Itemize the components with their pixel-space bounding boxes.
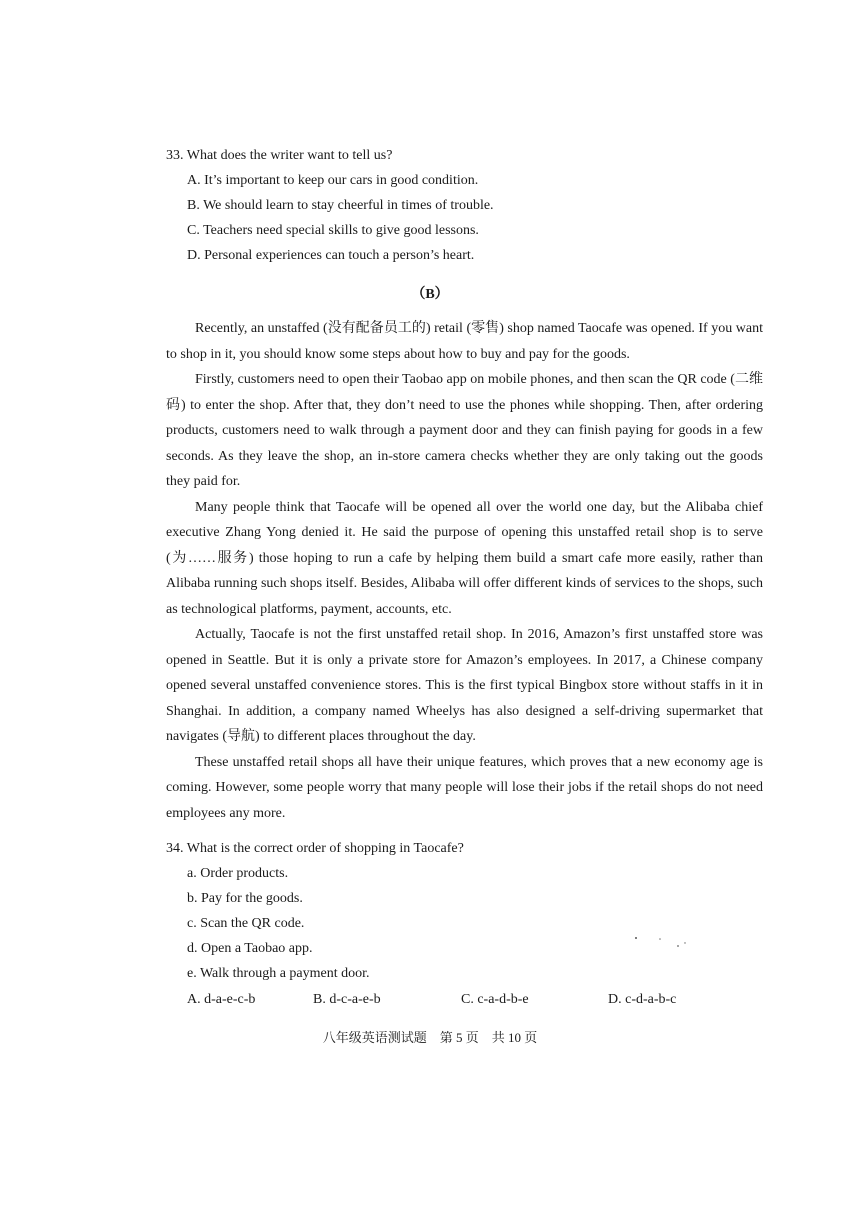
passage-paragraph-2: Firstly, customers need to open their Taobao app on mobile phones, and then scan the QR code (二维码) to enter the shop. After that, they don’t need to use the phones while shopping. Then, after ordering products, customers need to walk through a payment door and they can finish paying for goods in a few seconds. As they leave the shop, an in-store camera checks whether they are only taking out the goods they paid for.: [166, 372, 763, 489]
question-33-option-a: A. It’s important to keep our cars in good condition.: [187, 173, 479, 188]
question-34-item-e: e. Walk through a payment door.: [187, 966, 370, 981]
question-33-stem: 33. What does the writer want to tell us?: [166, 148, 393, 163]
question-34-item-b: b. Pay for the goods.: [187, 891, 303, 906]
passage-paragraph-1: Recently, an unstaffed (没有配备员工的) retail (零售) shop named Taocafe was opened. If you want to shop in it, you should know some steps about how to buy and pay for the goods.: [166, 321, 763, 362]
question-34-stem: 34. What is the correct order of shopping in Taocafe?: [166, 841, 464, 856]
section-b-title: （B）: [411, 287, 449, 302]
question-34-item-a: a. Order products.: [187, 866, 289, 881]
passage-paragraph-4: Actually, Taocafe is not the first unstaffed retail shop. In 2016, Amazon’s first unstaffed store was opened in Seattle. But it is only a private store for Amazon’s employees. In 2017, a Chinese company opened several unstaffed convenience stores. This is the first typical Bingbox store without staffs in it in Shanghai. In addition, a company named Wheelys has also designed a self-driving supermarket that navigates (导航) to different places throughout the day.: [166, 627, 763, 744]
scan-speck-marks: [630, 930, 690, 950]
question-34-item-d: d. Open a Taobao app.: [187, 941, 313, 956]
question-33: [166, 143, 764, 268]
question-34-choice-d: D. c-d-a-b-c: [608, 992, 677, 1007]
reading-passage-b: [166, 316, 763, 826]
passage-paragraph-5: These unstaffed retail shops all have their unique features, which proves that a new economy age is coming. However, some people worry that many people will lose their jobs if the retail shops do not need employees any more.: [166, 754, 763, 821]
page-footer: 八年级英语测试题 第 5 页 共 10 页: [322, 1030, 538, 1045]
question-33-option-c: C. Teachers need special skills to give good lessons.: [187, 223, 479, 238]
question-34-choices: [187, 987, 747, 1012]
question-34: [166, 836, 764, 986]
question-34-choice-c: C. c-a-d-b-e: [461, 992, 529, 1007]
question-34-choice-a: A. d-a-e-c-b: [187, 992, 256, 1007]
passage-paragraph-3: Many people think that Taocafe will be opened all over the world one day, but the Alibaba chief executive Zhang Yong denied it. He said the purpose of opening this unstaffed retail shop is to serve (为……服务) those hoping to run a cafe by helping them build a smart cafe more easily, rather than Alibaba running such shops itself. Besides, Alibaba will offer different kinds of services to the shops, such as technological platforms, payment, accounts, etc.: [166, 499, 763, 617]
question-33-option-d: D. Personal experiences can touch a person’s heart.: [187, 248, 475, 263]
question-34-item-c: c. Scan the QR code.: [187, 916, 305, 931]
question-34-choice-b: B. d-c-a-e-b: [313, 992, 381, 1007]
question-33-option-b: B. We should learn to stay cheerful in times of trouble.: [187, 198, 494, 213]
